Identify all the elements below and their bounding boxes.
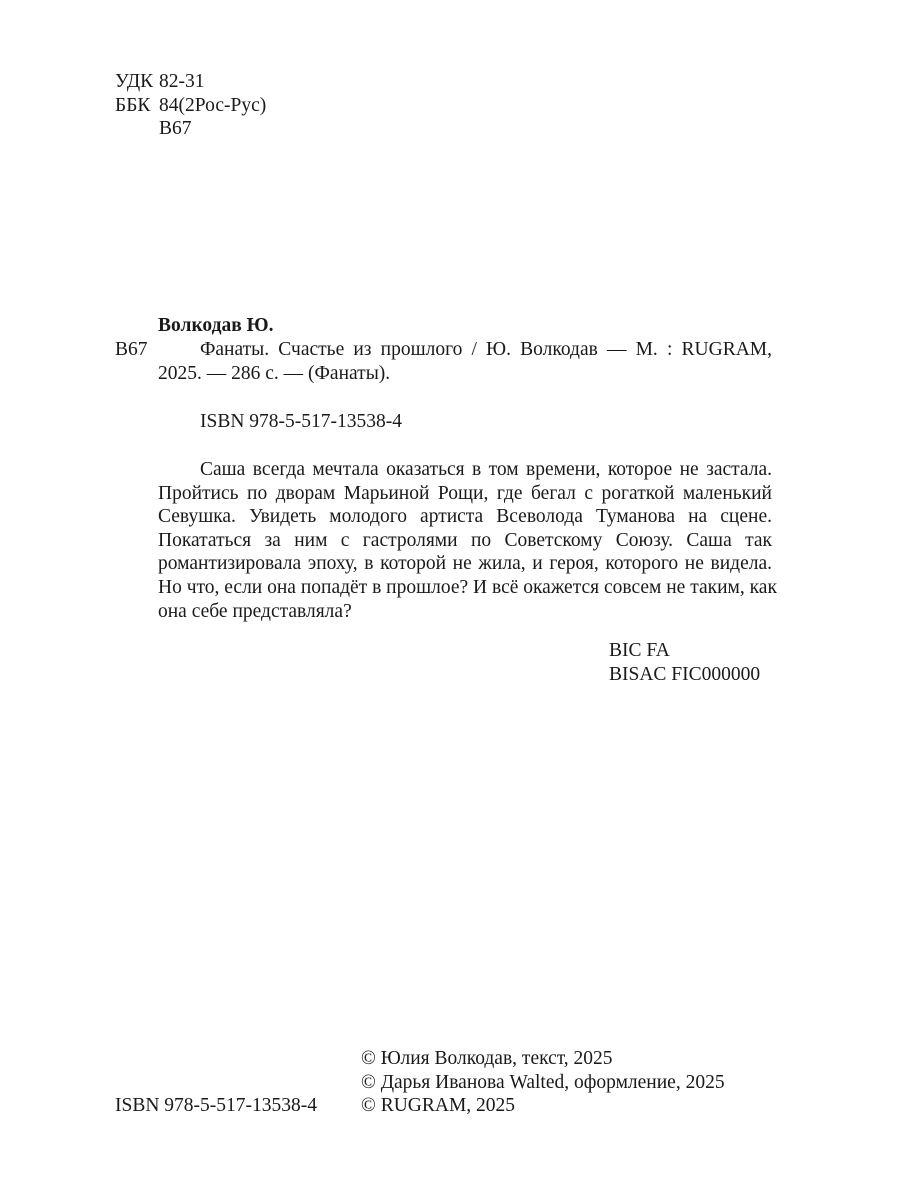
- isbn: ISBN 978-5-517-13538-4: [200, 411, 403, 432]
- subject-codes: [609, 639, 760, 686]
- bisac-code: BISAC FIC000000: [609, 663, 761, 685]
- abstract-line: Покататься за ним с гастролями по Советскому Союзу. Саша так: [158, 529, 772, 551]
- bic-code: BIC FA: [609, 640, 670, 661]
- abstract-line: она себе представляла?: [158, 600, 352, 622]
- footer-isbn: ISBN 978-5-517-13538-4: [115, 1095, 318, 1116]
- author-mark: В67: [159, 118, 192, 140]
- copyright-line: © Дарья Иванова Walted, оформление, 2025: [361, 1071, 725, 1093]
- abstract-line: романтизировала эпоху, в которой не жила, и героя, которого не видела.: [158, 553, 772, 575]
- abstract-line: Но что, если она попадёт в прошлое? И всё окажется совсем не таким, как: [158, 576, 777, 598]
- udk-value: 82-31: [159, 71, 205, 92]
- bib-line-2: 2025. — 286 с. — (Фанаты).: [158, 362, 391, 384]
- bbk-value: 84(2Рос-Рус): [159, 94, 267, 116]
- bib-author-mark: В67: [115, 339, 148, 360]
- bibliographic-entry: [158, 338, 772, 385]
- abstract-line: Севушка. Увидеть молодого артиста Всеволода Туманова на сцене.: [158, 506, 772, 528]
- copyright-line: © RUGRAM, 2025: [361, 1095, 516, 1117]
- copyright-line: © Юлия Волкодав, текст, 2025: [361, 1048, 613, 1069]
- abstract-line: Пройтись по дворам Марьиной Рощи, где бегал с рогаткой маленький: [158, 482, 772, 504]
- author-name: Волкодав Ю.: [158, 315, 274, 336]
- classification-block: [115, 70, 266, 141]
- bib-line-1: Фанаты. Счастье из прошлого / Ю. Волкодав — М. : RUGRAM,: [200, 339, 772, 360]
- bbk-label: ББК: [115, 94, 151, 116]
- abstract: [158, 458, 777, 623]
- copyright-block: [361, 1047, 725, 1118]
- udk-label: УДК: [115, 71, 154, 92]
- abstract-line: Саша всегда мечтала оказаться в том времени, которое не застала.: [200, 459, 772, 480]
